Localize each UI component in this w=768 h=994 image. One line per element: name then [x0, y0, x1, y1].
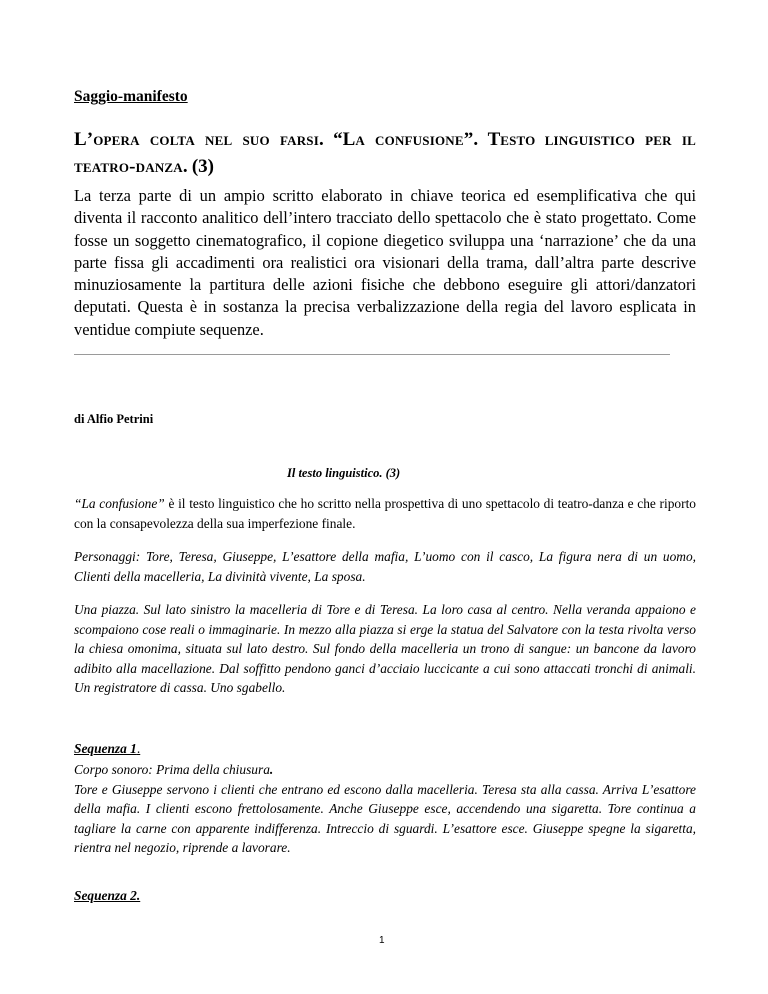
section-title: Il testo linguistico. (3): [287, 466, 401, 480]
setting-paragraph: Una piazza. Sul lato sinistro la macelleria di Tore e di Teresa. La loro casa al centro. Nella veranda appaiono e scompaiono cose reali o immaginarie. In mezzo alla piazza si erge la statua del Salvatore con la testa rivolta verso la chiesa omonima, situata sul lato destro. Sul fondo della macelleria un trono di sangue: un bancone da lavoro adibito alla macellazione. Dal soffitto pendono ganci d’acciaio luccicante a cui sono attaccati tronchi di animali. Un registratore di cassa. Uno sgabello.: [74, 602, 696, 695]
title-part-number: (3): [191, 156, 214, 177]
intro-paragraph: La terza parte di un ampio scritto elaborato in chiave teorica ed esemplificativa che qui diventa il racconto analitico dell’intero tracciato dello spettacolo che è stato progettato. Come fosse un soggetto cinematografico, il copione diegetico sviluppa una ‘narrazione’ che da una parte fissa gli accadimenti ora realistici ora visionari della trama, dall’altra parte descrive minuziosamente la partitura delle azioni fisiche che debbono eseguire gli attori/danzatori deputati. Questa è in sostanza la precisa verbalizzazione della regia del lavoro esplicata in ventidue compiute sequenze.: [74, 186, 696, 339]
kicker-heading: Saggio-manifesto: [74, 88, 188, 105]
sequence-1-heading: Sequenza 1.: [74, 741, 141, 756]
sequence-2-heading: Sequenza 2.: [74, 888, 141, 903]
page-number: 1: [379, 935, 385, 946]
title-segment-1: L’opera colta nel suo farsi.: [74, 129, 324, 150]
body-paragraph-intro-text: è il testo linguistico che ho scritto nella prospettiva di uno spettacolo di teatro-danza e che riporto con la consapevolezza della sua imperfezione finale.: [74, 496, 696, 531]
article-title: [74, 127, 696, 181]
separator-rule: [74, 354, 670, 355]
sequence-1-text: Tore e Giuseppe servono i clienti che entrano ed escono dalla macelleria. Teresa sta alla cassa. Arriva L’esattore della mafia. I clienti escono frettolosamente. Anche Giuseppe esce, accendendo una sigaretta. Tore continua a tagliare la carne con apparente indifferenza. Intreccio di sguardi. L’esattore esce. Giuseppe spegne la sigaretta, rientra nel negozio, riprende a lavorare.: [74, 781, 696, 855]
characters-paragraph: Personaggi: Tore, Teresa, Giuseppe, L’esattore della mafia, L’uomo con il casco, La figura nera di un uomo, Clienti della macelleria, La divinità vivente, La sposa.: [74, 549, 696, 584]
work-title: “La confusione”: [74, 496, 165, 511]
title-segment-3: Testo: [487, 129, 536, 150]
title-segment-4: linguistico per il teatro-danza. (3): [74, 129, 697, 177]
title-segment-2: “La confusione”.: [333, 129, 479, 150]
sequence-1-body: Corpo sonoro: Prima della chiusura. Tore e Giuseppe servono i clienti che entrano ed escono dalla macelleria. Teresa sta alla cassa. Arriva L’esattore della mafia. I clienti escono frettolosamente. Anche Giuseppe esce, accendendo una sigaretta. Tore continua a tagliare la carne con apparente indifferenza. Intreccio di sguardi. L’esattore esce. Giuseppe spegne la sigaretta, rientra nel negozio, riprende a lavorare.: [74, 762, 696, 855]
body-paragraph-intro: [74, 494, 696, 533]
sequence-1-subtitle: Corpo sonoro: Prima della chiusura: [74, 762, 270, 777]
author-byline: di Alfio Petrini: [74, 412, 154, 426]
